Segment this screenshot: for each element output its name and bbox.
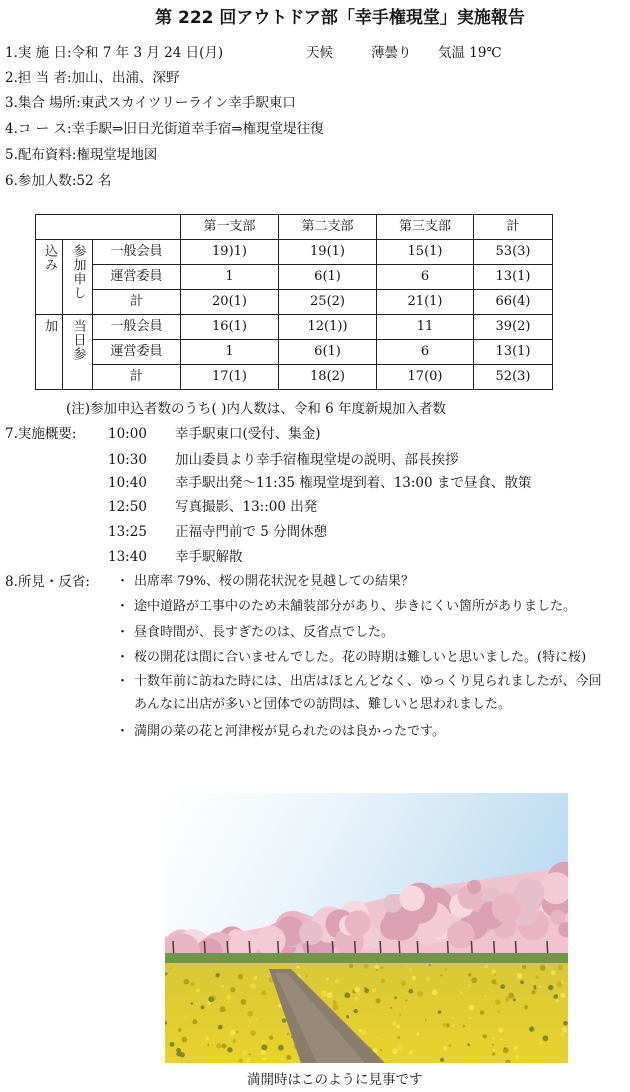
flower-speck [364,988,369,993]
flower-speck [354,1009,358,1013]
flower-speck [492,1044,494,1046]
flower-speck [443,1023,446,1026]
cherry-blossom-photo [165,793,568,1063]
table-row [36,365,553,390]
schedule-text: 正福寺門前で 5 分間休憩 [175,524,328,540]
flower-speck [551,970,556,975]
table-corner-cell [36,215,181,240]
flower-speck [429,964,431,966]
flower-speck [305,975,308,978]
flower-speck [376,998,381,1003]
date-line: 1.実 施 日:令和 7 年 3 月 24 日(月) [5,45,224,61]
flower-speck [409,968,412,971]
table-cell: 1 [181,265,279,290]
flower-speck [182,1037,188,1043]
flower-speck [483,1034,487,1038]
flower-speck [250,1030,256,1036]
flower-speck [485,995,487,997]
flower-speck [354,997,358,1001]
flower-speck [498,1028,503,1033]
table-cell: 6(1) [279,340,377,365]
flower-speck [361,1029,367,1035]
flower-speck [468,973,471,976]
table-cell: 19(1) [279,240,377,265]
table-cell: 17(1) [181,365,279,390]
table-cell: 52(3) [474,365,553,390]
flower-speck [405,999,407,1001]
table-row [36,265,553,290]
flower-speck [227,1047,232,1052]
flower-speck [445,968,448,971]
row-label: 運営委員 [93,265,181,290]
bullet-mark: ・ [116,625,130,640]
flower-speck [561,981,564,984]
table-cell: 6(1) [279,265,377,290]
flower-speck [532,990,536,994]
table-cell: 6 [377,265,474,290]
flower-speck [517,973,523,979]
blossom-cluster [383,894,402,913]
schedule-time: 10:30 [108,452,147,468]
schedule-time: 13:40 [108,549,147,565]
flower-speck [278,1045,284,1051]
blossom-cluster [345,911,371,937]
flower-speck [491,979,496,984]
flower-speck [522,965,526,969]
flower-speck [443,1046,447,1050]
table-cell: 18(2) [279,365,377,390]
table-header-row [36,215,553,240]
flower-speck [469,1017,472,1020]
flower-speck [491,969,496,974]
flower-speck [446,1023,450,1027]
flower-speck [471,977,477,983]
participants-line: 6.参加人数:52 名 [5,173,112,189]
flower-speck [238,974,243,979]
table-row [36,315,553,340]
flower-speck [346,1015,349,1018]
flower-speck [548,985,553,990]
flower-speck [233,1039,237,1043]
table-cell: 21(1) [377,290,474,315]
table-header: 第二支部 [279,215,377,240]
flower-speck [560,993,565,998]
schedule-text: 幸手駅東口(受付、集金) [175,426,321,442]
flower-speck [372,988,376,992]
flower-speck [241,999,247,1005]
flower-speck [417,991,422,996]
flower-speck [563,1021,568,1026]
flower-speck [208,996,214,1002]
flower-speck [495,974,497,976]
flower-speck [375,965,379,969]
table-row [36,290,553,315]
flower-speck [560,1033,565,1038]
flower-speck [392,1048,398,1054]
flower-speck [498,1010,500,1012]
flower-speck [396,1025,400,1029]
flower-speck [184,979,190,985]
row-label: 一般会員 [93,240,181,265]
schedule-text: 幸手駅解散 [175,549,243,565]
group-label-right-text: 当日参 [70,319,86,361]
course-line: 4.コ ー ス:幸手駅⇒旧日光街道幸手宿⇒権現堂堤往復 [5,121,324,137]
flower-speck [192,1019,197,1024]
flower-speck [367,1015,369,1017]
flower-speck [170,967,172,969]
table-cell: 53(3) [474,240,553,265]
flower-speck [463,1025,465,1027]
table-cell: 13(1) [474,340,553,365]
row-label: 運営委員 [93,340,181,365]
flower-speck [296,966,299,969]
flower-speck [381,979,386,984]
blossom-cluster [256,926,286,956]
schedule-time: 10:00 [108,426,147,442]
flower-speck [425,1019,427,1021]
flower-speck [332,1000,336,1004]
flower-speck [449,1044,452,1047]
observation-item: 十数年前に訪ねた時には、出店はほとんどなく、ゆっくり見られましたが、今回 [134,674,602,689]
flower-speck [327,992,333,998]
handouts-line: 5.配布資料:権現堂堤地図 [5,147,158,163]
flower-speck [492,1052,495,1055]
weather-value: 薄曇り [371,45,412,61]
table-cell: 15(1) [377,240,474,265]
observation-item: 途中道路が工事中のため未舗装部分があり、歩きにくい箇所がありました。 [134,599,577,614]
table-row [36,340,553,365]
flower-speck [230,987,235,992]
table-cell: 11 [377,315,474,340]
bullet-mark: ・ [116,674,130,689]
row-label: 計 [93,365,181,390]
flower-speck [178,1028,182,1032]
flower-speck [500,1039,502,1041]
flower-speck [201,1006,205,1010]
flower-speck [539,986,541,988]
table-cell: 16(1) [181,315,279,340]
flower-speck [397,1036,400,1039]
blossom-cluster [447,921,475,949]
schedule-text: 幸手駅出発～11:35 権現堂堤到着、13:00 まで昼食、散策 [175,475,532,491]
flower-speck [460,991,463,994]
flower-speck [440,1058,444,1062]
group-label-left-text: 込み [42,244,57,272]
flower-speck [176,1048,181,1053]
flower-speck [222,1044,227,1049]
page-title: 第 222 回アウトドア部「幸手権現堂」実施報告 [155,8,525,28]
flower-speck [286,1055,291,1060]
flower-speck [207,1044,209,1046]
flower-speck [508,993,514,999]
flower-speck [226,995,231,1000]
flower-speck [255,1018,257,1020]
weather-label: 天候 [306,45,333,61]
flower-speck [513,998,516,1001]
bullet-mark: ・ [116,599,130,614]
flower-speck [562,1027,567,1032]
flower-speck [543,1035,549,1041]
group-label-left-text: 加 [42,319,57,333]
flower-speck [331,984,333,986]
flower-speck [493,1049,495,1051]
observation-continuation: あんなに出店が多いと団体での訪問は、難しいと思われました。 [134,697,512,712]
flower-speck [520,980,524,984]
observation-item: 桜の開花は間に合いませんでした。花の時期は難しいと思いました。(特に桜) [134,650,587,665]
row-label: 計 [93,290,181,315]
flower-speck [495,1000,501,1006]
flower-speck [221,985,223,987]
table-row [36,240,553,265]
flower-speck [540,965,546,971]
flower-speck [282,1018,286,1022]
observation-item: 満開の菜の花と河津桜が見られたのは良かったです。 [134,724,445,739]
flower-speck [504,1047,506,1049]
temperature: 気温 19℃ [438,45,502,61]
flower-speck [358,993,361,996]
group-label-right [63,240,93,315]
flower-speck [451,1024,455,1028]
flower-speck [216,973,220,977]
flower-speck [438,1010,441,1013]
flower-speck [344,992,350,998]
flower-speck [287,1033,290,1036]
flower-speck [263,1057,266,1060]
blossom-cluster [550,910,565,925]
schedule-time: 10:40 [108,475,147,491]
flower-speck [239,1059,243,1063]
flower-speck [529,1026,534,1031]
meeting-place-line: 3.集合 場所:東武スカイツリーライン幸手駅東口 [5,95,296,111]
flower-speck [376,1036,378,1038]
group-label-left [36,240,63,315]
flower-speck [248,1053,251,1056]
flower-speck [409,1050,413,1054]
flower-speck [399,1014,401,1016]
flower-speck [250,983,256,989]
flower-speck [190,982,194,986]
observation-item: 出席率 79%、桜の開花状況を見越しての結果？ [134,574,415,589]
table-cell: 12(1)) [279,315,377,340]
schedule-text: 写真撮影、13::00 出発 [175,499,318,515]
flower-speck [249,1019,252,1022]
flower-speck [267,975,269,977]
flower-speck [524,1005,528,1009]
row-label: 一般会員 [93,315,181,340]
flower-speck [514,1046,518,1050]
flower-speck [256,976,258,978]
group-label-right [63,315,93,390]
schedule-time: 12:50 [108,499,147,515]
flower-speck [191,1002,193,1004]
photo-caption: 満開時はこのように見事です [247,1072,423,1088]
table-header: 第三支部 [377,215,474,240]
table-cell: 25(2) [279,290,377,315]
flower-speck [390,1007,392,1009]
table-header: 第一支部 [181,215,279,240]
schedule-text: 加山委員より幸手宿権現堂堤の説明、部長挨拶 [175,452,459,468]
flower-speck [216,1043,221,1048]
flower-speck [354,987,360,993]
flower-speck [500,984,505,989]
flower-speck [505,997,510,1002]
bullet-mark: ・ [116,574,130,589]
bullet-mark: ・ [116,724,130,739]
table-header: 計 [474,215,553,240]
group-label-left [36,315,63,390]
flower-speck [398,1045,404,1051]
flower-speck [468,985,470,987]
table-cell: 19)1) [181,240,279,265]
table-cell: 1 [181,340,279,365]
flower-speck [335,979,340,984]
table-cell: 6 [377,340,474,365]
staff-line: 2.担 当 者:加山、出浦、深野 [5,70,180,86]
flower-speck [321,990,327,996]
table-cell: 66(4) [474,290,553,315]
flower-speck [406,967,408,969]
flower-speck [247,1011,253,1017]
flower-speck [349,964,353,968]
flower-speck [269,1036,273,1040]
blossom-cluster [514,878,544,908]
flower-speck [440,974,442,976]
flower-speck [467,1044,470,1047]
schedule-time: 13:25 [108,524,147,540]
flower-speck [326,978,329,981]
flower-speck [236,1031,239,1034]
table-note: (注)参加申込者数のうち( )内人数は、令和 6 年度新規加入者数 [66,401,447,417]
flower-speck [376,969,378,971]
flower-speck [426,977,430,981]
flower-speck [392,1021,397,1026]
flower-speck [484,965,488,969]
table-cell: 39(2) [474,315,553,340]
flower-speck [184,1015,186,1017]
flower-speck [261,1040,265,1044]
bullet-mark: ・ [116,650,130,665]
flower-speck [261,990,266,995]
table-cell: 20(1) [181,290,279,315]
flower-speck [480,1010,484,1014]
flower-speck [218,1025,223,1030]
flower-speck [468,1026,470,1028]
flower-speck [412,976,416,980]
schedule-heading: 7.実施概要: [5,426,77,442]
flower-speck [539,1041,542,1044]
flower-speck [554,994,558,998]
group-label-right-text: 参加申し [70,244,86,300]
flower-speck [364,964,369,969]
flower-speck [380,1049,382,1051]
flower-speck [409,989,414,994]
blossom-cluster [399,886,424,911]
flower-speck [558,965,564,971]
participants-table [35,214,553,390]
flower-speck [230,1030,235,1035]
flower-speck [196,989,200,993]
flower-speck [546,965,548,967]
flower-speck [401,981,407,987]
blossom-cluster [467,880,481,894]
flower-speck [534,985,537,988]
observations-heading: 8.所見・反省: [5,574,90,590]
flower-speck [556,999,559,1002]
flower-speck [261,1044,267,1050]
observation-item: 昼食時間が、長すぎたのは、反省点でした。 [134,625,395,640]
flower-speck [492,1036,495,1039]
flower-speck [170,1042,175,1047]
flower-speck [380,966,383,969]
table-cell: 13(1) [474,265,553,290]
flower-speck [416,1033,419,1036]
table-cell: 17(0) [377,365,474,390]
flower-speck [246,1058,250,1062]
flower-speck [333,1005,339,1011]
flower-speck [206,1037,209,1040]
flower-speck [220,1006,226,1012]
flower-speck [516,1055,518,1057]
flower-speck [432,989,438,995]
flower-speck [242,1050,248,1056]
flower-speck [469,1005,475,1011]
blossom-cluster [299,921,323,945]
flower-speck [394,996,397,999]
flower-speck [536,976,539,979]
